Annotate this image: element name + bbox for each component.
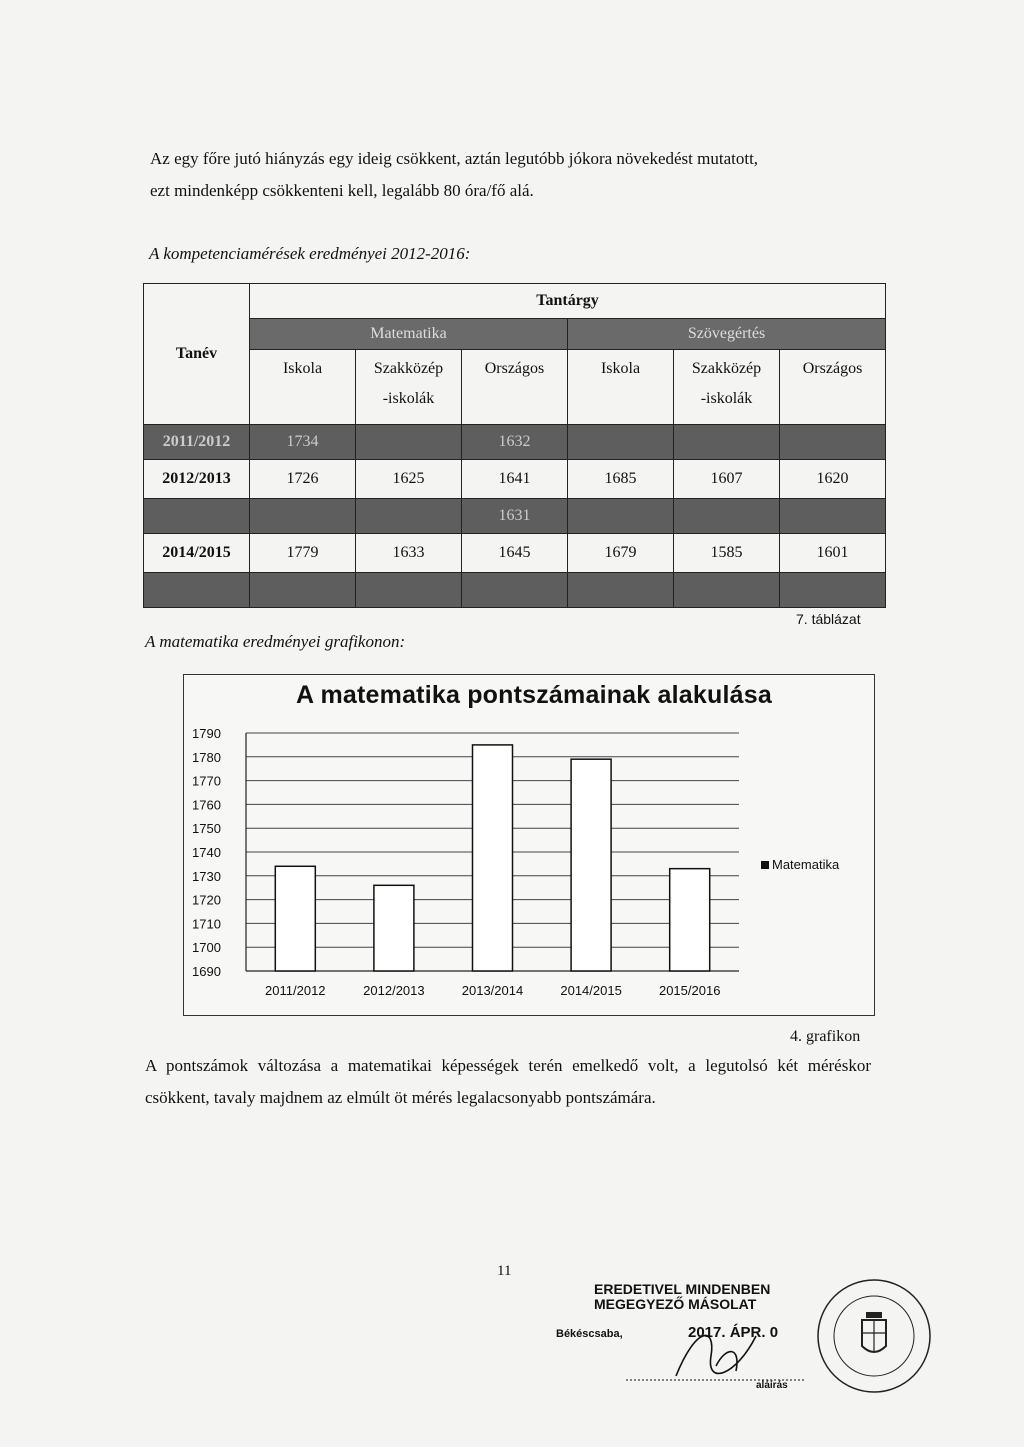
subject-reading-header: Szövegértés [568,319,886,350]
y-tick-label: 1760 [192,797,221,813]
bar [275,866,315,971]
legend-label: Matematika [772,857,840,872]
table-caption: A kompetenciamérések eredményei 2012-2016: [149,244,471,263]
y-tick-label: 1690 [192,964,221,979]
y-tick-label: 1790 [192,726,221,741]
stamp-line-2: MEGEGYEZŐ MÁSOLAT [594,1296,757,1312]
official-seal [814,1276,934,1396]
table-label: 7. táblázat [796,611,861,627]
chart-label: 4. grafikon [790,1028,861,1045]
certification-stamp [556,1276,936,1406]
y-tick-label: 1710 [192,916,221,932]
x-tick-label: 2011/2012 [265,983,326,998]
legend-marker [761,861,769,869]
bar [670,869,710,971]
bar [571,759,611,971]
signature-scribble [616,1316,816,1386]
y-tick-label: 1770 [192,773,221,789]
x-tick-label: 2015/2016 [658,983,721,998]
subheader-szakkozep-reading: Szakközép -iskolák [674,350,780,425]
subheader-iskola-reading: Iskola [568,350,674,425]
subheader-szakkozep-math: Szakközép -iskolák [356,350,462,425]
x-tick-label: 2014/2015 [560,983,622,998]
y-tick-label: 1740 [192,845,221,860]
stamp-line-1: EREDETIVEL MINDENBEN [594,1281,771,1297]
table-row [144,573,886,608]
table-row: 2011/2012 1734 1632 [144,425,886,460]
subject-math-header: Matematika [250,319,568,350]
chart-caption: A matematika eredményei grafikonon: [145,632,406,651]
intro-line-1: Az egy főre jutó hiányzás egy ideig csökkent, aztán legutóbb jókora növekedést mutatott, [150,149,759,168]
bar [473,745,513,971]
stamp-signature-label: aláírás [756,1380,788,1391]
y-tick-label: 1780 [192,749,221,765]
table-row: 2014/2015 1779 1633 1645 1679 1585 1601 [144,534,886,573]
x-tick-label: 2013/2014 [461,983,524,998]
y-tick-label: 1730 [192,868,221,884]
chart-plot [184,675,874,1015]
competency-table [143,283,886,608]
stamp-place: Békéscsaba, [556,1328,623,1340]
page-number: 11 [497,1263,512,1279]
y-tick-label: 1720 [192,892,221,908]
closing-paragraph: A pontszámok változása a matematikai képességek terén emelkedő volt, a legutolsó két méréskor csökkent, tavaly majdnem az elmúlt öt mérés legalacsonyabb pontszámára. [145,1056,871,1107]
subheader-orszagos-math: Országos [462,350,568,425]
table-row: 1631 [144,499,886,534]
col-header-tantargy: Tantárgy [250,284,886,319]
math-score-chart [183,674,875,1016]
intro-paragraph [150,143,870,207]
y-tick-label: 1700 [192,940,221,956]
x-tick-label: 2012/2013 [363,983,425,998]
table-row: 2012/2013 1726 1625 1641 1685 1607 1620 [144,460,886,499]
y-tick-label: 1750 [192,821,221,837]
chart-title: A matematika pontszámainak alakulása [296,681,772,709]
subheader-orszagos-reading: Országos [780,350,886,425]
intro-line-2: ezt mindenképp csökkenteni kell, legalább 80 óra/fő alá. [150,181,534,200]
col-header-tanev: Tanév [144,284,250,425]
stamp-date: 2017. ÁPR. 0 [688,1324,779,1341]
bar [374,885,414,971]
subheader-iskola-math: Iskola [250,350,356,425]
